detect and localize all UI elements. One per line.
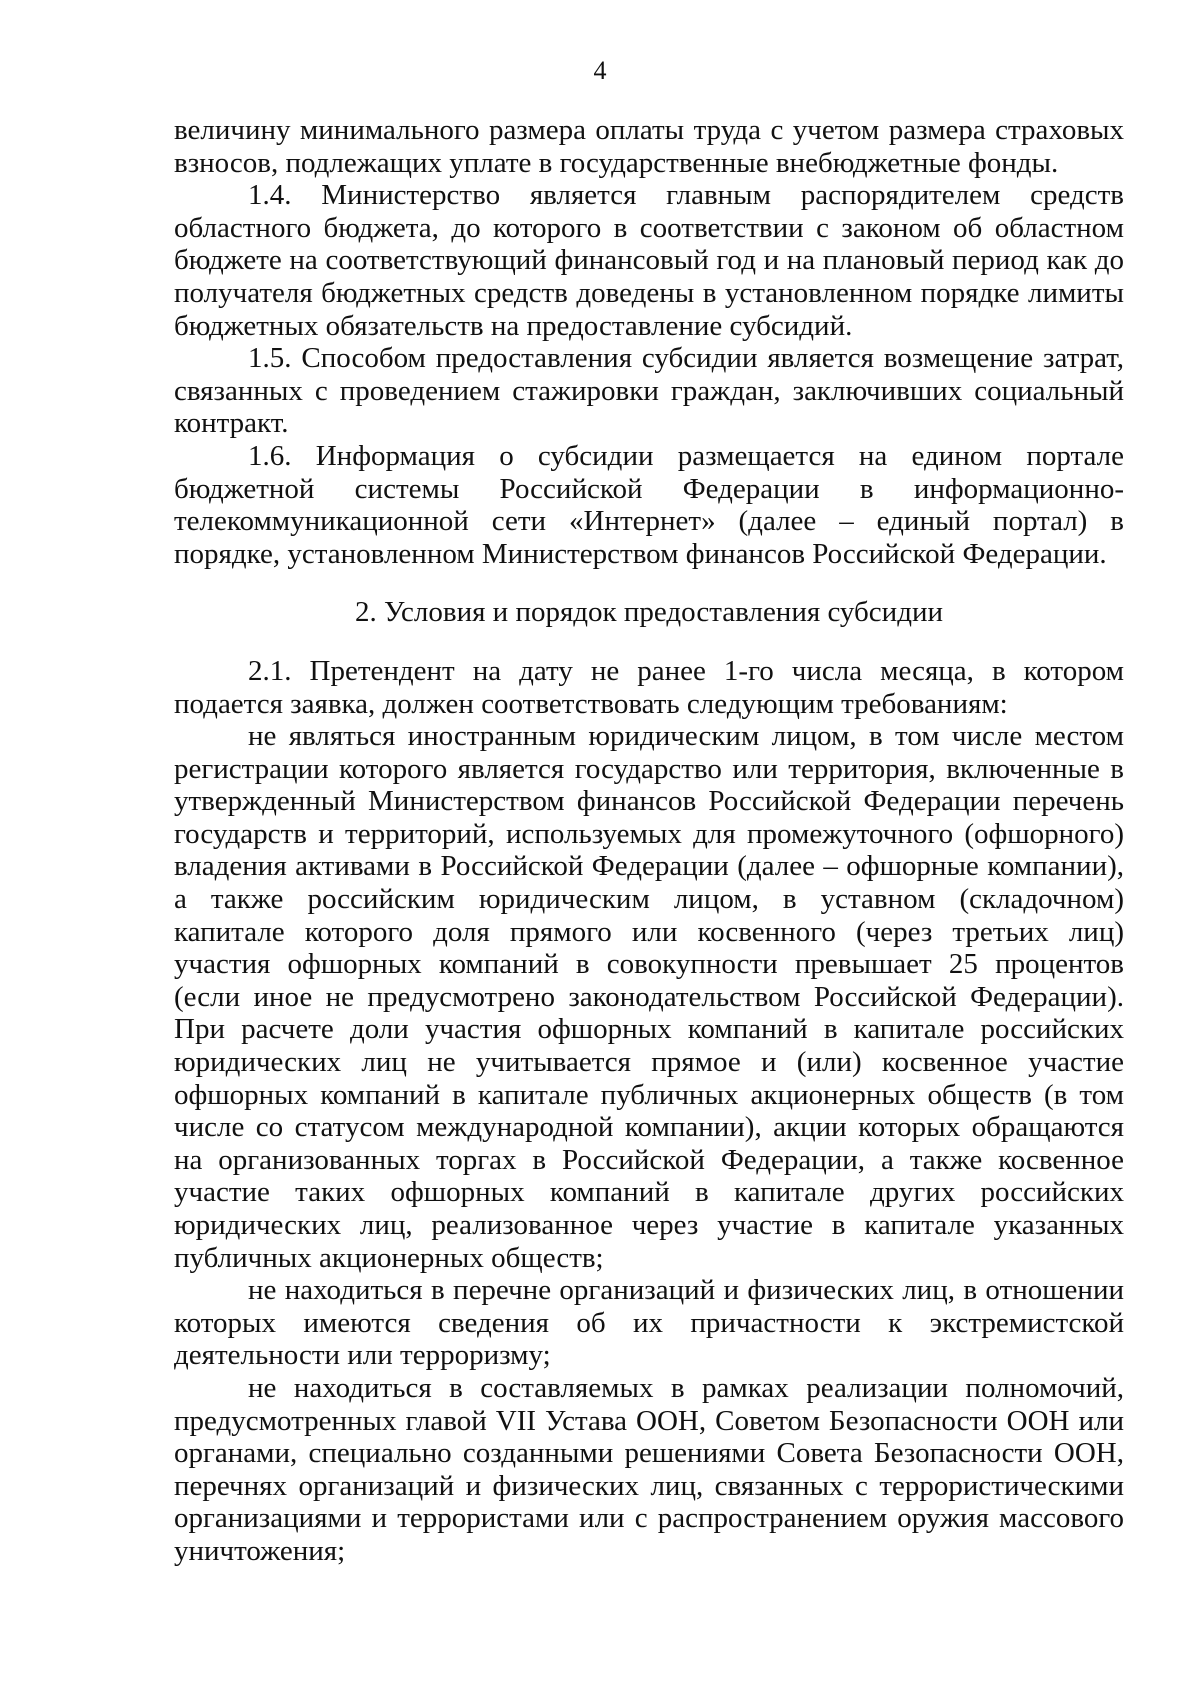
paragraph-2-1: 2.1. Претендент на дату не ранее 1-го числа месяца, в котором подается заявка, должен соответствовать следующим требованиям: xyxy=(174,654,1124,720)
requirement-un-lists: не находиться в составляемых в рамках реализации полномочий, предусмотренных главой VII Устава ООН, Советом Безопасности ООН или органами, специально созданными решениями Совета Безопасности ООН, перечнях организаций и физических лиц, связанных с террористическими организациями и террористами или с распространением оружия массового уничтожения; xyxy=(174,1371,1124,1567)
document-body xyxy=(174,114,1124,1568)
section-heading: 2. Условия и порядок предоставления субсидии xyxy=(354,596,943,629)
requirement-extremism: не находиться в перечне организаций и физических лиц, в отношении которых имеются сведения об их причастности к экстремистской деятельности или терроризму; xyxy=(174,1274,1124,1372)
paragraph-1-4: 1.4. Министерство является главным распорядителем средств областного бюджета, до которого в соответствии с законом об областном бюджете на соответствующий финансовый год и на плановый период как до получателя бюджетных средств доведены в установленном порядке лимиты бюджетных обязательств на предоставление субсидий. xyxy=(174,179,1124,342)
requirement-offshore: не являться иностранным юридическим лицом, в том числе местом регистрации которого является государство или территория, включенные в утвержденный Министерством финансов Российской Федерации перечень государств и территорий, используемых для промежуточного (офшорного) владения активами в Российской Федерации (далее – офшорные компании), а также российским юридическим лицом, в уставном (складочном) капитале которого доля прямого или косвенного (через третьих лиц) участия офшорных компаний в совокупности превышает 25 процентов (если иное не предусмотрено законодательством Российской Федерации). При расчете доли участия офшорных компаний в капитале российских юридических лиц не учитывается прямое и (или) косвенное участие офшорных компаний в капитале публичных акционерных обществ (в том числе со статусом международной компании), акции которых обращаются на организованных торгах в Российской Федерации, а также косвенное участие таких офшорных компаний в капитале других российских юридических лиц, реализованное через участие в капитале указанных публичных акционерных обществ; xyxy=(174,720,1124,1274)
paragraph-1-6: 1.6. Информация о субсидии размещается на едином портале бюджетной системы Российской Федерации в информационно-телекоммуникационной сети «Интернет» (далее – единый портал) в порядке, установленном Министерством финансов Российской Федерации. xyxy=(174,439,1124,570)
page-number: 4 xyxy=(593,56,607,85)
paragraph-continuation: величину минимального размера оплаты труда с учетом размера страховых взносов, подлежащих уплате в государственные внебюджетные фонды. xyxy=(174,114,1124,179)
paragraph-1-5: 1.5. Способом предоставления субсидии является возмещение затрат, связанных с проведением стажировки граждан, заключивших социальный контракт. xyxy=(174,342,1124,440)
